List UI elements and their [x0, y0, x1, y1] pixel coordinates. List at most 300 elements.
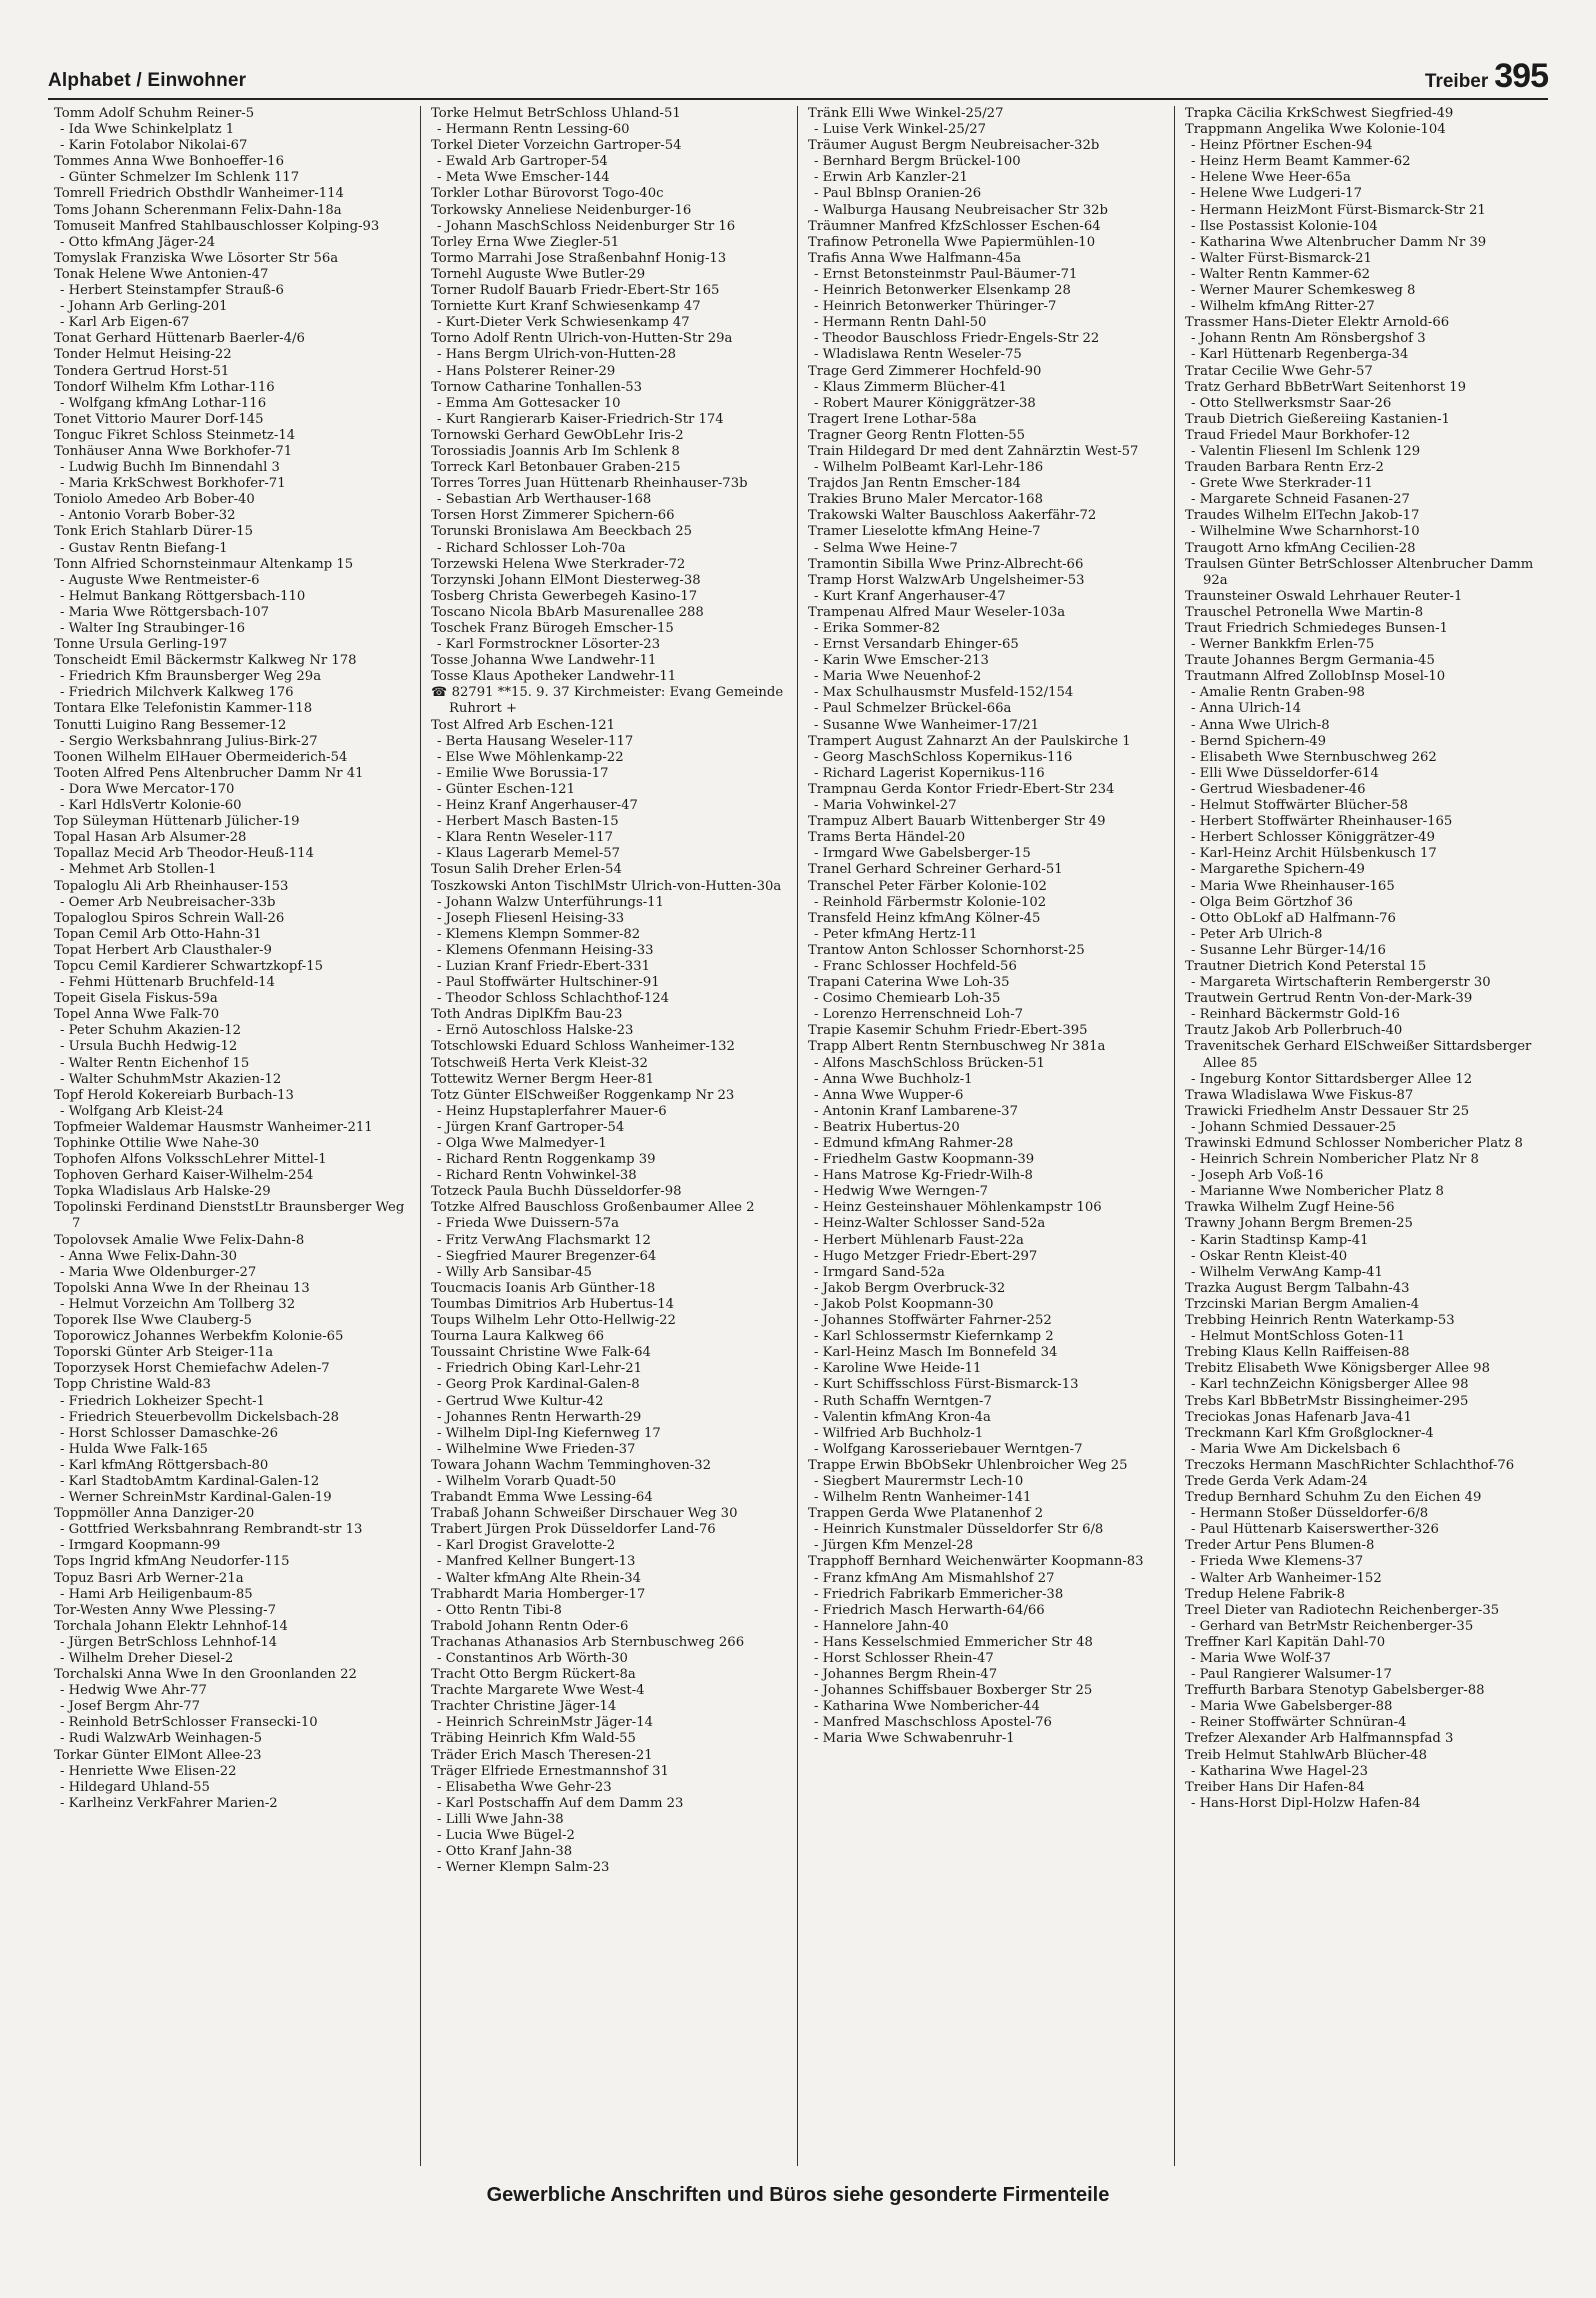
directory-entry: - Otto kfmAng Jäger-24	[60, 234, 216, 250]
directory-entry: Topolski Anna Wwe In der Rheinau 13	[54, 1280, 310, 1296]
directory-entry: Trampert August Zahnarzt An der Paulskirche 1	[808, 733, 1131, 749]
directory-entry: Torkler Lothar Bürovorst Togo-40c	[431, 186, 664, 202]
directory-entry: Träumner Manfred KfzSchlosser Eschen-64	[808, 218, 1101, 234]
directory-entry: - Bernd Spichern-49	[1191, 733, 1326, 749]
directory-entry: Totzeck Paula Buchh Düsseldorfer-98	[431, 1184, 682, 1200]
directory-entry: Tophinke Ottilie Wwe Nahe-30	[54, 1136, 260, 1151]
directory-entry: Toporowicz Johannes Werbekfm Kolonie-65	[54, 1329, 344, 1345]
directory-entry: Tramp Horst WalzwArb Ungelsheimer-53	[808, 572, 1085, 588]
directory-entry: Tosse Klaus Apotheker Landwehr-11	[431, 669, 677, 685]
directory-entry: Trassmer Hans-Dieter Elektr Arnold-66	[1185, 315, 1450, 331]
directory-entry: - Klaus Lagerarb Memel-57	[437, 846, 621, 862]
directory-entry: - Johann Rentn Am Rönsbergshof 3	[1191, 331, 1426, 347]
directory-entry: - Olga Beim Görtzhof 36	[1191, 894, 1353, 910]
directory-entry: - Hermann Stoßer Düsseldorfer-6/8	[1191, 1506, 1429, 1522]
directory-entry: - Reinhold BetrSchlosser Fransecki-10	[60, 1715, 318, 1731]
directory-column-2	[421, 106, 798, 2166]
directory-entry: - Frieda Wwe Klemens-37	[1191, 1554, 1364, 1570]
directory-entry: - Hedwig Wwe Werngen-7	[814, 1184, 989, 1200]
directory-entry: Tost Alfred Arb Eschen-121	[431, 717, 615, 733]
directory-columns	[44, 106, 1552, 2166]
directory-entry: - Jakob Polst Koopmann-30	[814, 1296, 994, 1312]
directory-entry: - Wilhelm kfmAng Ritter-27	[1191, 299, 1375, 315]
directory-entry: - Hedwig Wwe Ahr-77	[60, 1683, 207, 1699]
directory-entry: Toporek Ilse Wwe Clauberg-5	[54, 1313, 252, 1329]
directory-entry: - Wolfgang Arb Kleist-24	[60, 1103, 224, 1119]
directory-entry: - Kurt Kranf Angerhauser-47	[814, 588, 1006, 604]
directory-entry: - Lorenzo Herrenschneid Loh-7	[814, 1007, 1024, 1023]
directory-entry: Tomm Adolf Schuhm Reiner-5	[54, 106, 255, 121]
directory-entry: - Heinrich Betonwerker Elsenkamp 28	[814, 283, 1071, 299]
directory-entry: Topcu Cemil Kardierer Schwartzkopf-15	[54, 958, 323, 974]
directory-entry: - Constantinos Arb Wörth-30	[437, 1651, 628, 1666]
page-header	[48, 40, 1548, 100]
directory-entry: - Gerhard van BetrMstr Reichenberger-35	[1191, 1618, 1474, 1634]
directory-entry: Toonen Wilhelm ElHauer Obermeiderich-54	[54, 749, 348, 765]
directory-entry: - Maria Wwe Am Dickelsbach 6	[1191, 1441, 1401, 1457]
directory-entry: Topka Wladislaus Arb Halske-29	[54, 1184, 271, 1200]
directory-entry: - Anna Wwe Wupper-6	[814, 1087, 964, 1103]
directory-entry: Treib Helmut StahlwArb Blücher-48	[1185, 1747, 1428, 1763]
directory-entry: Torner Rudolf Bauarb Friedr-Ebert-Str 165	[431, 283, 720, 299]
directory-entry: - Friedrich Lokheizer Specht-1	[60, 1393, 265, 1409]
directory-entry: - Helene Wwe Ludgeri-17	[1191, 186, 1362, 202]
directory-entry: - Friedrich Kfm Braunsberger Weg 29a	[60, 669, 322, 685]
directory-entry: - Olga Wwe Malmedyer-1	[437, 1136, 607, 1151]
directory-entry: Topp Christine Wald-83	[54, 1377, 211, 1393]
directory-entry: - Karlheinz VerkFahrer Marien-2	[60, 1795, 278, 1811]
directory-entry: - Dora Wwe Mercator-170	[60, 781, 235, 797]
directory-entry: Toscano Nicola BbArb Masurenallee 288	[431, 604, 704, 620]
directory-entry: - Walter Ing Straubinger-16	[60, 621, 246, 636]
directory-entry: - Joseph Fliesenl Heising-33	[437, 910, 625, 926]
directory-entry: - Herbert Masch Basten-15	[437, 814, 619, 830]
directory-entry: Tor-Westen Anny Wwe Plessing-7	[54, 1602, 277, 1618]
directory-entry: - Margarethe Spichern-49	[1191, 862, 1365, 878]
directory-entry: - Johannes Bergm Rhein-47	[814, 1667, 998, 1683]
directory-entry: Top Süleyman Hüttenarb Jülicher-19	[54, 814, 300, 830]
directory-entry: Toniolo Amedeo Arb Bober-40	[54, 492, 255, 508]
directory-entry: Traudes Wilhelm ElTechn Jakob-17	[1185, 508, 1420, 524]
directory-entry: Trajdos Jan Rentn Emscher-184	[808, 476, 1021, 492]
directory-entry: Treder Artur Pens Blumen-8	[1185, 1538, 1375, 1554]
directory-entry: Trebitz Elisabeth Wwe Königsberger Allee 98	[1185, 1361, 1490, 1377]
directory-entry: - Herbert Mühlenarb Faust-22a	[814, 1232, 1024, 1248]
directory-entry: - Lucia Wwe Bügel-2	[437, 1828, 575, 1844]
directory-entry: - Sebastian Arb Werthauser-168	[437, 492, 652, 508]
directory-entry: - Margarete Schneid Fasanen-27	[1191, 492, 1410, 508]
directory-entry: - Jürgen Kranf Gartroper-54	[437, 1119, 625, 1135]
directory-entry: - Karl technZeichn Königsberger Allee 98	[1191, 1377, 1469, 1393]
directory-entry: - Wilhelm Rentn Wanheimer-141	[814, 1490, 1032, 1506]
directory-entry: - Wilhelmine Wwe Scharnhorst-10	[1191, 524, 1420, 540]
directory-entry: Trebing Klaus Kelln Raiffeisen-88	[1185, 1345, 1410, 1361]
directory-entry: - Selma Wwe Heine-7	[814, 540, 958, 556]
directory-entry: - Friedrich Steuerbevollm Dickelsbach-28	[60, 1409, 340, 1425]
directory-entry: - Reiner Stoffwärter Schnüran-4	[1191, 1715, 1407, 1731]
directory-entry: - Heinz Gesteinshauer Möhlenkampstr 106	[814, 1200, 1102, 1216]
directory-entry: Tomrell Friedrich Obsthdlr Wanheimer-114	[54, 186, 344, 202]
directory-entry: - Herbert Steinstampfer Strauß-6	[60, 283, 284, 299]
directory-entry: Tranel Gerhard Schreiner Gerhard-51	[808, 862, 1063, 878]
directory-entry: - Helmut Vorzeichn Am Tollberg 32	[60, 1296, 296, 1312]
directory-column-4	[1175, 106, 1552, 2166]
directory-entry: Tormo Marrahi Jose Straßenbahnf Honig-13	[431, 250, 727, 266]
directory-entry: Totzke Alfred Bauschloss Großenbaumer Allee 2	[431, 1200, 755, 1216]
directory-entry: Tophoven Gerhard Kaiser-Wilhelm-254	[54, 1168, 314, 1184]
directory-entry: Torunski Bronislawa Am Beeckbach 25	[431, 524, 693, 540]
directory-entry: - Helene Wwe Heer-65a	[1191, 170, 1351, 186]
directory-entry: - Irmgard Wwe Gabelsberger-15	[814, 846, 1031, 862]
directory-entry: Tophofen Alfons VolksschLehrer Mittel-1	[54, 1152, 327, 1168]
directory-entry: - Karl Drogist Gravelotte-2	[437, 1538, 616, 1554]
page-reference	[1425, 57, 1548, 96]
directory-entry: Treffurth Barbara Stenotyp Gabelsberger-88	[1185, 1683, 1485, 1699]
directory-entry: Tonder Helmut Heising-22	[54, 347, 232, 363]
directory-entry: - Emma Am Gottesacker 10	[437, 395, 621, 411]
directory-entry: - Peter Arb Ulrich-8	[1191, 926, 1323, 942]
directory-entry: Transfeld Heinz kfmAng Kölner-45	[808, 910, 1041, 926]
directory-entry: - Maria Wwe Neuenhof-2	[814, 669, 982, 685]
directory-entry: Transchel Peter Färber Kolonie-102	[808, 878, 1047, 894]
directory-entry: - Reinhard Bäckermstr Gold-16	[1191, 1007, 1400, 1023]
directory-entry: Trappmann Angelika Wwe Kolonie-104	[1185, 122, 1446, 138]
directory-entry: Toms Johann Scherenmann Felix-Dahn-18a	[54, 202, 342, 218]
directory-entry: - Franc Schlosser Hochfeld-56	[814, 958, 1017, 974]
directory-entry: - Walter Arb Wanheimer-152	[1191, 1570, 1382, 1586]
directory-entry: - Fritz VerwAng Flachsmarkt 12	[437, 1232, 651, 1248]
directory-entry: - Herbert Stoffwärter Rheinhauser-165	[1191, 814, 1453, 830]
directory-entry: - Hildegard Uhland-55	[60, 1779, 210, 1795]
directory-entry: - Helmut Stoffwärter Blücher-58	[1191, 798, 1408, 814]
directory-entry: - Paul Rangierer Walsumer-17	[1191, 1667, 1392, 1683]
directory-entry: - Hami Arb Heiligenbaum-85	[60, 1586, 253, 1602]
directory-entry: - Heinrich Kunstmaler Düsseldorfer Str 6/8	[814, 1522, 1104, 1538]
directory-entry: - Wilhelm Dipl-Ing Kiefernweg 17	[437, 1425, 661, 1441]
directory-entry: - Horst Schlosser Rhein-47	[814, 1651, 994, 1666]
directory-entry: - Franz kfmAng Am Mismahlshof 27	[814, 1570, 1055, 1586]
directory-entry: Torke Helmut BetrSchloss Uhland-51	[431, 106, 681, 121]
directory-entry: - Maria Wwe Wolf-37	[1191, 1651, 1331, 1666]
directory-entry: - Elisabeth Wwe Sternbuschweg 262	[1191, 749, 1437, 765]
directory-entry: - Ludwig Buchh Im Binnendahl 3	[60, 460, 280, 476]
directory-entry: - Margareta Wirtschafterin Rembergerstr 30	[1191, 975, 1491, 991]
footer-note: Gewerbliche Anschriften und Büros siehe gesonderte Firmenteile	[486, 2184, 1110, 2206]
directory-entry: - Marianne Wwe Nombericher Platz 8	[1191, 1184, 1444, 1200]
directory-entry: Tonscheidt Emil Bäckermstr Kalkweg Nr 178	[54, 653, 357, 669]
directory-entry: Totschlowski Eduard Schloss Wanheimer-132	[431, 1039, 735, 1055]
directory-entry: - Robert Maurer Königgrätzer-38	[814, 395, 1036, 411]
directory-entry: Treciokas Jonas Hafenarb Java-41	[1185, 1409, 1412, 1425]
directory-entry: - Werner Maurer Schemkesweg 8	[1191, 283, 1416, 299]
directory-entry: Trakowski Walter Bauschloss Aakerfähr-72	[808, 508, 1097, 524]
directory-entry: Topolinski Ferdinand DienststLtr Braunsberger Weg 7	[54, 1200, 405, 1232]
directory-entry: Traub Dietrich Gießereiing Kastanien-1	[1185, 411, 1450, 427]
directory-entry: Tonat Gerhard Hüttenarb Baerler-4/6	[54, 331, 305, 347]
directory-entry: Treel Dieter van Radiotechn Reichenberger-35	[1185, 1602, 1500, 1618]
directory-entry: - Johann Arb Gerling-201	[60, 299, 228, 315]
directory-entry: - Otto Rentn Tibi-8	[437, 1602, 562, 1618]
directory-entry: - Anna Wwe Felix-Dahn-30	[60, 1248, 238, 1264]
directory-entry: - Kurt Rangierarb Kaiser-Friedrich-Str 174	[437, 411, 724, 427]
directory-entry: Trapp Albert Rentn Sternbuschweg Nr 381a	[808, 1039, 1106, 1055]
directory-entry: - Theodor Schloss Schlachthof-124	[437, 991, 669, 1007]
directory-entry: Tonguc Fikret Schloss Steinmetz-14	[54, 427, 296, 443]
directory-entry: - Ruth Schaffn Werntgen-7	[814, 1393, 992, 1409]
directory-entry: Tramontin Sibilla Wwe Prinz-Albrecht-66	[808, 556, 1084, 572]
directory-entry: Traute Johannes Bergm Germania-45	[1185, 653, 1435, 669]
directory-entry: - Friedrich Fabrikarb Emmericher-38	[814, 1586, 1064, 1602]
directory-entry: Topuz Basri Arb Werner-21a	[54, 1570, 244, 1586]
directory-entry: - Siegbert Maurermstr Lech-10	[814, 1473, 1024, 1489]
directory-entry: Trazka August Bergm Talbahn-43	[1185, 1280, 1410, 1296]
directory-entry: Torkowsky Anneliese Neidenburger-16	[431, 202, 692, 218]
directory-entry: - Heinz Pförtner Eschen-94	[1191, 138, 1373, 154]
directory-entry: Trawny Johann Bergm Bremen-25	[1185, 1216, 1413, 1232]
directory-entry: - Irmgard Sand-52a	[814, 1264, 945, 1280]
directory-entry: - Theodor Bauschloss Friedr-Engels-Str 22	[814, 331, 1100, 347]
directory-entry: - Hans Polsterer Reiner-29	[437, 363, 616, 379]
directory-entry: Trappen Gerda Wwe Platanenhof 2	[808, 1506, 1044, 1522]
directory-entry: - Maria KrkSchwest Borkhofer-71	[60, 476, 286, 492]
directory-entry: - Otto Kranf Jahn-38	[437, 1844, 573, 1860]
directory-entry: Toth Andras DiplKfm Bau-23	[431, 1007, 623, 1023]
directory-entry: - Gertrud Wiesbadener-46	[1191, 781, 1366, 797]
directory-entry: - Reinhold Färbermstr Kolonie-102	[814, 894, 1047, 910]
directory-entry: - Hermann HeizMont Fürst-Bismarck-Str 21	[1191, 202, 1486, 218]
directory-entry: Treiber Hans Dir Hafen-84	[1185, 1779, 1365, 1795]
directory-entry: - Katharina Wwe Hagel-23	[1191, 1763, 1368, 1779]
directory-entry: Toups Wilhelm Lehr Otto-Hellwig-22	[431, 1313, 676, 1329]
directory-entry: - Wilfried Arb Buchholz-1	[814, 1425, 984, 1441]
directory-entry: Tramer Lieselotte kfmAng Heine-7	[808, 524, 1041, 540]
directory-entry: - Joseph Arb Voß-16	[1191, 1168, 1324, 1184]
directory-entry: - Paul Hüttenarb Kaiserswerther-326	[1191, 1522, 1439, 1538]
directory-entry: - Johann MaschSchloss Neidenburger Str 16	[437, 218, 736, 234]
directory-entry: - Richard Rentn Vohwinkel-38	[437, 1168, 637, 1184]
directory-entry: - Frieda Wwe Duissern-57a	[437, 1216, 619, 1232]
directory-entry: Tomyslak Franziska Wwe Lösorter Str 56a	[54, 250, 339, 266]
directory-entry: Trachter Christine Jäger-14	[431, 1699, 617, 1715]
directory-entry: Topf Herold Kokereiarb Burbach-13	[54, 1087, 294, 1103]
directory-entry: Trawicki Friedhelm Anstr Dessauer Str 25	[1185, 1103, 1470, 1119]
directory-entry: Tops Ingrid kfmAng Neudorfer-115	[54, 1554, 290, 1570]
directory-entry: Torniette Kurt Kranf Schwiesenkamp 47	[431, 299, 701, 315]
directory-entry: Travenitschek Gerhard ElSchweißer Sittardsberger Allee 85	[1185, 1039, 1532, 1071]
directory-entry: Torchalski Anna Wwe In den Groonlanden 22	[54, 1667, 357, 1683]
directory-entry: - Karl Hüttenarb Regenberga-34	[1191, 347, 1409, 363]
directory-entry: Trautwein Gertrud Rentn Von-der-Mark-39	[1185, 991, 1473, 1007]
directory-entry: - Gertrud Wwe Kultur-42	[437, 1393, 604, 1409]
directory-entry: Topel Anna Wwe Falk-70	[54, 1007, 220, 1023]
directory-entry: - Anna Wwe Ulrich-8	[1191, 717, 1330, 733]
directory-entry: Tonhäuser Anna Wwe Borkhofer-71	[54, 443, 293, 459]
directory-entry: - Johannes Schiffsbauer Boxberger Str 25	[814, 1683, 1093, 1699]
directory-entry: - Werner Klempn Salm-23	[437, 1860, 610, 1876]
directory-entry: - Edmund kfmAng Rahmer-28	[814, 1136, 1014, 1151]
directory-entry: - Heinrich SchreinMstr Jäger-14	[437, 1715, 653, 1731]
directory-entry: - Irmgard Koopmann-99	[60, 1538, 221, 1554]
directory-entry: - Bernhard Bergm Brückel-100	[814, 154, 1021, 170]
directory-entry: - Beatrix Hubertus-20	[814, 1119, 960, 1135]
directory-entry: - Friedrich Obing Karl-Lehr-21	[437, 1361, 643, 1377]
directory-entry: Tredup Bernhard Schuhm Zu den Eichen 49	[1185, 1490, 1482, 1506]
directory-entry: Topeit Gisela Fiskus-59a	[54, 991, 218, 1007]
directory-entry: Towara Johann Wachm Temminghoven-32	[431, 1457, 711, 1473]
directory-entry: Tonet Vittorio Maurer Dorf-145	[54, 411, 264, 427]
directory-entry: - Ernö Autoschloss Halske-23	[437, 1023, 634, 1039]
directory-entry: Toussaint Christine Wwe Falk-64	[431, 1345, 651, 1361]
directory-entry: - Kurt-Dieter Verk Schwiesenkamp 47	[437, 315, 690, 331]
directory-entry: Torreck Karl Betonbauer Graben-215	[431, 460, 681, 476]
directory-entry: - Grete Wwe Sterkrader-11	[1191, 476, 1373, 492]
directory-entry: - Gottfried Werksbahnrang Rembrandt-str 13	[60, 1522, 363, 1538]
directory-entry: - Kurt Schiffsschloss Fürst-Bismarck-13	[814, 1377, 1079, 1393]
directory-entry: - Richard Rentn Roggenkamp 39	[437, 1152, 656, 1168]
directory-entry: Träger Elfriede Ernestmannshof 31	[431, 1763, 669, 1779]
directory-entry: - Oemer Arb Neubreisacher-33b	[60, 894, 276, 910]
directory-entry: Trachte Margarete Wwe West-4	[431, 1683, 645, 1699]
directory-entry: Toumbas Dimitrios Arb Hubertus-14	[431, 1296, 675, 1312]
directory-entry: - Maria Wwe Gabelsberger-88	[1191, 1699, 1393, 1715]
directory-entry: Totschweiß Herta Verk Kleist-32	[431, 1055, 648, 1071]
directory-entry: Trawka Wilhelm Zugf Heine-56	[1185, 1200, 1395, 1216]
directory-entry: - Ida Wwe Schinkelplatz 1	[60, 122, 235, 138]
directory-entry: Tonn Alfried Schornsteinmaur Altenkamp 15	[54, 556, 354, 572]
directory-entry: - Maria Wwe Schwabenruhr-1	[814, 1731, 1015, 1747]
directory-entry: - Horst Schlosser Damaschke-26	[60, 1425, 279, 1441]
directory-entry: Tomuseit Manfred Stahlbauschlosser Kolping-93	[54, 218, 380, 234]
directory-entry: - Maria Vohwinkel-27	[814, 798, 957, 814]
directory-entry: - Maria Wwe Rheinhauser-165	[1191, 878, 1395, 894]
directory-entry: Traunsteiner Oswald Lehrhauer Reuter-1	[1185, 588, 1463, 604]
directory-entry: - Josef Bergm Ahr-77	[60, 1699, 201, 1715]
directory-entry: Tontara Elke Telefonistin Kammer-118	[54, 701, 313, 717]
directory-entry: - Antonio Vorarb Bober-32	[60, 508, 236, 524]
directory-entry: Trakies Bruno Maler Mercator-168	[808, 492, 1043, 508]
directory-entry: Topallaz Mecid Arb Theodor-Heuß-114	[54, 846, 314, 862]
directory-entry: - Paul Stoffwärter Hultschiner-91	[437, 975, 660, 991]
directory-entry: - Hermann Rentn Lessing-60	[437, 122, 630, 138]
directory-entry: - Karoline Wwe Heide-11	[814, 1361, 982, 1377]
directory-entry: - Klemens Klempn Sommer-82	[437, 926, 641, 942]
directory-entry: - Otto ObLokf aD Halfmann-76	[1191, 910, 1396, 926]
directory-entry: - Ingeburg Kontor Sittardsberger Allee 12	[1191, 1071, 1473, 1087]
directory-entry: Treckmann Karl Kfm Großglockner-4	[1185, 1425, 1434, 1441]
directory-entry: - Klemens Ofenmann Heising-33	[437, 942, 654, 958]
directory-entry: Topat Herbert Arb Clausthaler-9	[54, 942, 272, 958]
directory-entry: - Karl kfmAng Röttgersbach-80	[60, 1457, 269, 1473]
directory-entry: Trapie Kasemir Schuhm Friedr-Ebert-395	[808, 1023, 1088, 1039]
directory-entry: - Werner SchreinMstr Kardinal-Galen-19	[60, 1490, 332, 1506]
directory-entry: Tosun Salih Dreher Erlen-54	[431, 862, 622, 878]
directory-entry: Tratar Cecilie Wwe Gehr-57	[1185, 363, 1373, 379]
directory-entry: - Walter kfmAng Alte Rhein-34	[437, 1570, 641, 1586]
directory-entry: Torres Torres Juan Hüttenarb Rheinhauser-73b	[431, 476, 748, 492]
directory-entry: Trautz Jakob Arb Pollerbruch-40	[1185, 1023, 1403, 1039]
directory-entry: Tondorf Wilhelm Kfm Lothar-116	[54, 379, 275, 395]
directory-entry: - Alfons MaschSchloss Brücken-51	[814, 1055, 1045, 1071]
directory-entry: - Valentin kfmAng Kron-4a	[814, 1409, 991, 1425]
directory-entry: Träumer August Bergm Neubreisacher-32b	[808, 138, 1100, 154]
directory-entry: Treffner Karl Kapitän Dahl-70	[1185, 1634, 1386, 1650]
directory-entry: Tornehl Auguste Wwe Butler-29	[431, 266, 646, 282]
running-head-name: Treiber	[1424, 71, 1489, 92]
directory-entry: - Gustav Rentn Biefang-1	[60, 540, 228, 556]
directory-entry: - Katharina Wwe Nombericher-44	[814, 1699, 1040, 1715]
directory-entry: Torsen Horst Zimmerer Spichern-66	[431, 508, 675, 524]
directory-entry: - Maria Wwe Röttgersbach-107	[60, 604, 270, 620]
directory-entry: Tondera Gertrud Horst-51	[54, 363, 230, 379]
directory-entry: Trabandt Emma Wwe Lessing-64	[431, 1490, 653, 1506]
directory-entry: - Wolfgang Karosseriebauer Werntgen-7	[814, 1441, 1083, 1457]
directory-entry: - Klara Rentn Weseler-117	[437, 830, 613, 846]
directory-entry: - Wilhelm Vorarb Quadt-50	[437, 1473, 617, 1489]
directory-entry: - Hans Matrose Kg-Friedr-Wilh-8	[814, 1168, 1033, 1184]
directory-entry: Trzcinski Marian Bergm Amalien-4	[1185, 1296, 1420, 1312]
directory-entry: - Friedrich Milchverk Kalkweg 176	[60, 685, 294, 701]
directory-entry: - Hannelore Jahn-40	[814, 1618, 949, 1634]
directory-entry: - Walter SchuhmMstr Akazien-12	[60, 1071, 282, 1087]
directory-entry: Trappe Erwin BbObSekr Uhlenbroicher Weg 25	[808, 1457, 1128, 1473]
directory-entry: Torossiadis Joannis Arb Im Schlenk 8	[431, 443, 680, 459]
directory-entry: Trauden Barbara Rentn Erz-2	[1185, 460, 1384, 476]
directory-entry: Tredup Helene Fabrik-8	[1185, 1586, 1345, 1602]
directory-entry: Torkel Dieter Vorzeichn Gartroper-54	[431, 138, 682, 154]
directory-entry: Trapphoff Bernhard Weichenwärter Koopmann-83	[808, 1554, 1144, 1570]
directory-entry: - Werner Bankkfm Erlen-75	[1191, 637, 1375, 653]
directory-entry: Tourna Laura Kalkweg 66	[431, 1329, 604, 1345]
directory-entry: - Auguste Wwe Rentmeister-6	[60, 572, 260, 588]
directory-entry: - Ursula Buchh Hedwig-12	[60, 1039, 238, 1055]
directory-entry: - Manfred Maschschloss Apostel-76	[814, 1715, 1052, 1731]
directory-entry: - Maria Wwe Oldenburger-27	[60, 1264, 257, 1280]
directory-entry: - Hermann Rentn Dahl-50	[814, 315, 987, 331]
directory-entry: - Rudi WalzwArb Weinhagen-5	[60, 1731, 263, 1747]
directory-entry: - Susanne Lehr Bürger-14/16	[1191, 942, 1386, 958]
directory-entry: Trage Gerd Zimmerer Hochfeld-90	[808, 363, 1042, 379]
directory-entry: - Paul Bblnsp Oranien-26	[814, 186, 982, 202]
directory-entry: Traulsen Günter BetrSchlosser Altenbrucher Damm 92a	[1185, 556, 1534, 588]
directory-entry: - Georg Prok Kardinal-Galen-8	[437, 1377, 640, 1393]
directory-entry: Traugott Arno kfmAng Cecilien-28	[1185, 540, 1416, 556]
directory-entry: - Else Wwe Möhlenkamp-22	[437, 749, 624, 765]
directory-column-3	[798, 106, 1175, 2166]
directory-entry: - Fehmi Hüttenarb Bruchfeld-14	[60, 975, 275, 991]
directory-entry: - Wilhelm PolBeamt Karl-Lehr-186	[814, 460, 1044, 476]
directory-entry: Traut Friedrich Schmiedeges Bunsen-1	[1185, 621, 1448, 636]
directory-entry: - Hulda Wwe Falk-165	[60, 1441, 208, 1457]
directory-entry: - Wladislawa Rentn Weseler-75	[814, 347, 1022, 363]
directory-entry: Topal Hasan Arb Alsumer-28	[54, 830, 247, 846]
directory-entry: Tragert Irene Lothar-58a	[808, 411, 977, 427]
directory-entry: - Karin Stadtinsp Kamp-41	[1191, 1232, 1369, 1248]
directory-entry: - Ernst Versandarb Ehinger-65	[814, 637, 1019, 653]
directory-entry: - Katharina Wwe Altenbrucher Damm Nr 39	[1191, 234, 1487, 250]
directory-entry: Topfmeier Waldemar Hausmstr Wanheimer-211	[54, 1119, 373, 1135]
directory-entry: - Friedhelm Gastw Koopmann-39	[814, 1152, 1035, 1168]
directory-entry: - Ilse Postassist Kolonie-104	[1191, 218, 1378, 234]
directory-entry: Tottewitz Werner Bergm Heer-81	[431, 1071, 655, 1087]
directory-entry: - Otto Stellwerksmstr Saar-26	[1191, 395, 1392, 411]
directory-entry: Trawinski Edmund Schlosser Nombericher Platz 8	[1185, 1136, 1523, 1151]
directory-entry: - Sergio Werksbahnrang Julius-Birk-27	[60, 733, 318, 749]
directory-entry: - Georg MaschSchloss Kopernikus-116	[814, 749, 1073, 765]
directory-entry: Trabert Jürgen Prok Düsseldorfer Land-76	[431, 1522, 716, 1538]
directory-entry: Trebbing Heinrich Rentn Waterkamp-53	[1185, 1313, 1455, 1329]
directory-entry: - Jürgen BetrSchloss Lehnhof-14	[60, 1634, 278, 1650]
directory-entry: - Karl-Heinz Masch Im Bonnefeld 34	[814, 1345, 1058, 1361]
